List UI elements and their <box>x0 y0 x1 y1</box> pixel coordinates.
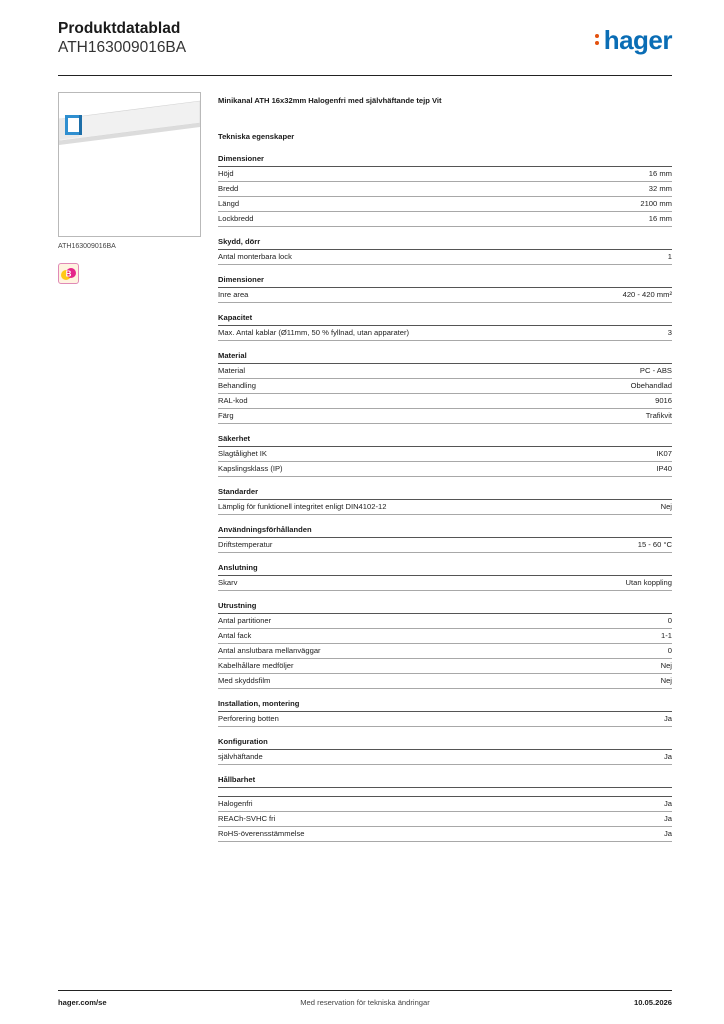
spec-label: Kabelhållare medföljer <box>218 661 294 670</box>
spec-row <box>218 197 672 212</box>
spec-section <box>218 601 672 689</box>
footer-date: 10.05.2026 <box>633 998 672 1007</box>
image-caption: ATH163009016BA <box>58 243 116 250</box>
section-title: Skydd, dörr <box>218 237 672 250</box>
spec-label: Material <box>218 366 246 375</box>
section-title: Standarder <box>218 487 672 500</box>
spec-label: Skarv <box>218 578 238 587</box>
spec-section <box>218 313 672 341</box>
spec-section <box>218 775 672 842</box>
spec-label: Inre area <box>218 290 249 299</box>
spec-value: Nej <box>660 502 672 511</box>
spec-row <box>218 462 672 477</box>
spec-row <box>218 644 672 659</box>
spec-label: Antal anslutbara mellanväggar <box>218 646 321 655</box>
spec-row <box>218 659 672 674</box>
spec-label: Med skyddsfilm <box>218 676 271 685</box>
spec-value: Ja <box>663 814 672 823</box>
spec-value: Utan koppling <box>625 578 672 587</box>
spec-value: 9016 <box>655 396 672 405</box>
spec-label: Antal partitioner <box>218 616 272 625</box>
spec-label: Max. Antal kablar (Ø11mm, 50 % fyllnad, utan apparater) <box>218 328 410 337</box>
footer-website[interactable]: hager.com/se <box>58 998 107 1007</box>
spec-label: Halogenfri <box>218 799 253 808</box>
spec-row <box>218 447 672 462</box>
section-title: Dimensioner <box>218 154 672 167</box>
spec-row <box>218 288 672 303</box>
section-title: Säkerhet <box>218 434 672 447</box>
spec-section <box>218 487 672 515</box>
section-title: Kapacitet <box>218 313 672 326</box>
spec-value: 16 mm <box>648 214 672 223</box>
logo-dots-icon <box>595 34 600 48</box>
spec-value: PC - ABS <box>639 366 672 375</box>
spec-value: Ja <box>663 829 672 838</box>
spec-value: 420 - 420 mm² <box>622 290 672 299</box>
section-title: Konfiguration <box>218 737 672 750</box>
spec-row <box>218 250 672 265</box>
spec-label: Bredd <box>218 184 239 193</box>
spec-section <box>218 563 672 591</box>
spec-label: RAL-kod <box>218 396 248 405</box>
section-spacer <box>218 788 672 797</box>
spec-row <box>218 379 672 394</box>
spec-label: Antal monterbara lock <box>218 252 292 261</box>
logo-text: hager <box>603 25 672 55</box>
spec-value: Obehandlad <box>630 381 672 390</box>
spec-value: Nej <box>660 661 672 670</box>
spec-row <box>218 629 672 644</box>
spec-row <box>218 750 672 765</box>
spec-label: RoHS-överensstämmelse <box>218 829 305 838</box>
section-title: Installation, montering <box>218 699 672 712</box>
footer-divider <box>58 990 672 991</box>
section-title: Dimensioner <box>218 275 672 288</box>
spec-label: Lämplig för funktionell integritet enligt DIN4102-12 <box>218 502 387 511</box>
product-image <box>58 92 201 237</box>
spec-value: 2100 mm <box>640 199 672 208</box>
spec-row <box>218 326 672 341</box>
page-header <box>58 20 672 62</box>
spec-value: IK07 <box>656 449 672 458</box>
spec-row <box>218 167 672 182</box>
spec-value: Ja <box>663 714 672 723</box>
spec-label: Höjd <box>218 169 234 178</box>
spec-section <box>218 351 672 424</box>
product-name: Minikanal ATH 16x32mm Halogenfri med självhäftande tejp Vit <box>218 96 442 105</box>
spec-label: Kapslingsklass (IP) <box>218 464 283 473</box>
halogen-free-icon <box>58 263 79 284</box>
spec-label: Antal fack <box>218 631 252 640</box>
spec-value: 1-1 <box>661 631 672 640</box>
spec-label: självhäftande <box>218 752 263 761</box>
spec-label: REACh-SVHC fri <box>218 814 276 823</box>
spec-row <box>218 500 672 515</box>
spec-section <box>218 237 672 265</box>
footer-note: Med reservation för tekniska ändringar <box>300 998 430 1007</box>
section-title: Anslutning <box>218 563 672 576</box>
spec-row <box>218 182 672 197</box>
product-reference: ATH163009016BA <box>58 39 187 56</box>
spec-sections <box>218 154 672 842</box>
spec-value: 1 <box>667 252 672 261</box>
spec-row <box>218 212 672 227</box>
spec-value: 0 <box>667 646 672 655</box>
svg-text:B: B <box>65 269 72 279</box>
spec-label: Längd <box>218 199 240 208</box>
spec-label: Driftstemperatur <box>218 540 273 549</box>
cable-duct-image <box>59 93 200 236</box>
spec-row <box>218 797 672 812</box>
spec-row <box>218 394 672 409</box>
spec-label: Perforering botten <box>218 714 279 723</box>
spec-row <box>218 812 672 827</box>
spec-section <box>218 154 672 227</box>
section-title: Material <box>218 351 672 364</box>
spec-label: Färg <box>218 411 234 420</box>
spec-row <box>218 674 672 689</box>
spec-value: Nej <box>660 676 672 685</box>
spec-value: Ja <box>663 799 672 808</box>
spec-content <box>218 96 672 852</box>
hager-logo <box>604 26 672 54</box>
specs-heading: Tekniska egenskaper <box>218 132 295 141</box>
spec-label: Lockbredd <box>218 214 254 223</box>
page-title: Produktdatablad <box>58 20 181 37</box>
section-title: Hållbarhet <box>218 775 672 788</box>
spec-label: Behandling <box>218 381 257 390</box>
spec-row <box>218 827 672 842</box>
spec-value: Trafikvit <box>645 411 672 420</box>
spec-value: 3 <box>667 328 672 337</box>
spec-row <box>218 576 672 591</box>
spec-value: 15 - 60 °C <box>637 540 672 549</box>
spec-row <box>218 614 672 629</box>
spec-row <box>218 712 672 727</box>
page-footer <box>58 998 672 1010</box>
spec-value: 16 mm <box>648 169 672 178</box>
spec-row <box>218 409 672 424</box>
spec-row <box>218 538 672 553</box>
spec-section <box>218 275 672 303</box>
spec-value: 0 <box>667 616 672 625</box>
spec-value: Ja <box>663 752 672 761</box>
spec-value: IP40 <box>656 464 672 473</box>
spec-section <box>218 525 672 553</box>
spec-section <box>218 434 672 477</box>
spec-section <box>218 737 672 765</box>
section-title: Användningsförhållanden <box>218 525 672 538</box>
section-title: Utrustning <box>218 601 672 614</box>
spec-label: Slagtålighet IK <box>218 449 267 458</box>
spec-row <box>218 364 672 379</box>
spec-section <box>218 699 672 727</box>
header-divider <box>58 75 672 76</box>
spec-value: 32 mm <box>648 184 672 193</box>
